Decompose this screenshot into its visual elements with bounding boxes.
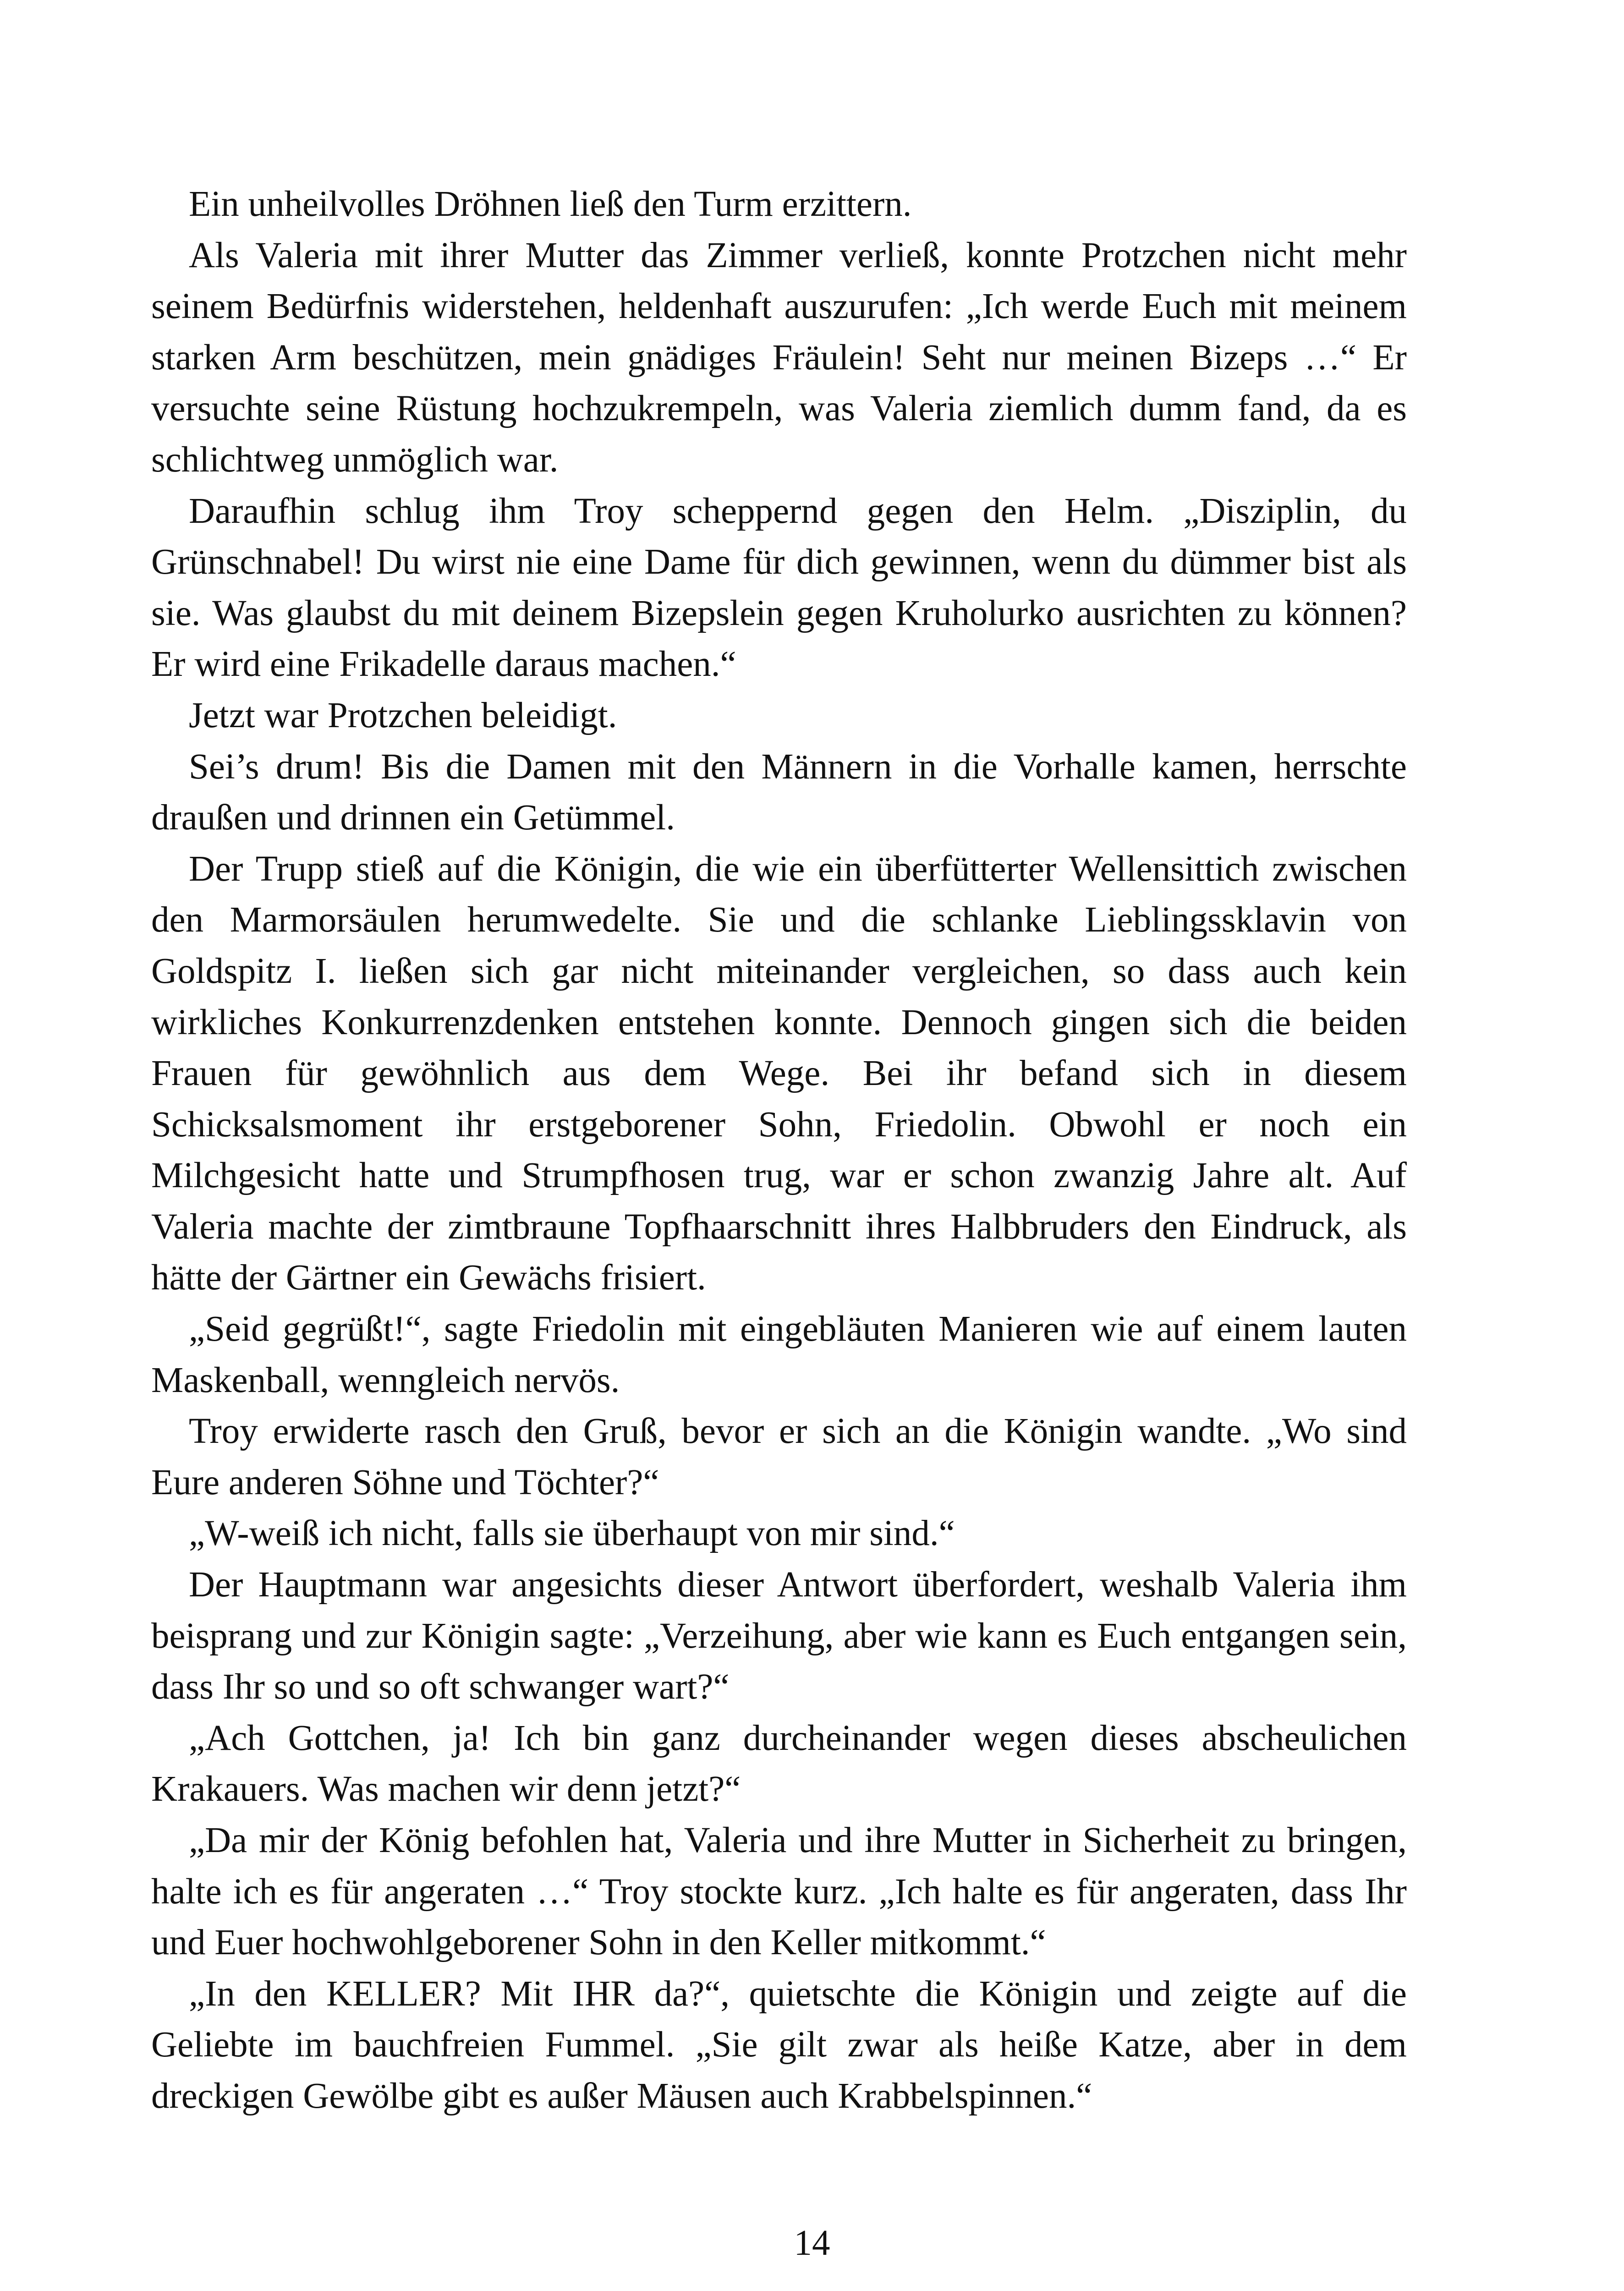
page-number: 14 — [794, 2223, 830, 2263]
paragraph: Der Trupp stieß auf die Königin, die wie ein überfütterter Wellensittich zwischen den Marmorsäulen herumwedelte. Sie und die schlanke Lieblingssklavin von Goldspitz I. ließen sich gar nicht miteinander vergleichen, so dass auch kein wirkliches Konkurrenzdenken entstehen konnte. Dennoch gingen sich die beiden Frauen für gewöhnlich aus dem Wege. Bei ihr befand sich in diesem Schicksalsmoment ihr erstgeborener Sohn, Friedolin. Obwohl er noch ein Milchgesicht hatte und Strumpfhosen trug, war er schon zwanzig Jahre alt. Auf Valeria machte der zimtbraune Topfhaarschnitt ihres Halbbruders den Eindruck, als hätte der Gärtner ein Gewächs frisiert. — [151, 849, 1407, 1298]
paragraph: „In den KELLER? Mit IHR da?“, quietschte die Königin und zeigte auf die Geliebte im bauchfreien Fummel. „Sie gilt zwar als heiße Katze, aber in dem dreckigen Gewölbe gibt es außer Mäusen auch Krabbelspinnen.“ — [151, 1973, 1407, 2116]
paragraph: Troy erwiderte rasch den Gruß, bevor er sich an die Königin wandte. „Wo sind Eure anderen Söhne und Töchter?“ — [151, 1411, 1407, 1502]
paragraph: Jetzt war Protzchen beleidigt. — [189, 695, 617, 735]
page-body — [151, 179, 1407, 2122]
paragraph: „Ach Gottchen, ja! Ich bin ganz durcheinander wegen dieses abscheulichen Krakauers. Was machen wir denn jetzt?“ — [151, 1718, 1407, 1809]
paragraph: Sei’s drum! Bis die Damen mit den Männern in die Vorhalle kamen, herrschte draußen und drinnen ein Getümmel. — [151, 746, 1407, 838]
paragraph: Ein unheilvolles Dröhnen ließ den Turm erzittern. — [189, 184, 912, 224]
paragraph: „Seid gegrüßt!“, sagte Friedolin mit eingebläuten Manieren wie auf einem lauten Maskenball, wenngleich nervös. — [151, 1309, 1407, 1400]
paragraph: „Da mir der König befohlen hat, Valeria und ihre Mutter in Sicherheit zu bringen, halte ich es für angeraten …“ Troy stockte kurz. „Ich halte es für angeraten, dass Ihr und Euer hochwohlgeborener Sohn in den Keller mitkommt.“ — [151, 1820, 1407, 1963]
paragraph: Daraufhin schlug ihm Troy scheppernd gegen den Helm. „Disziplin, du Grünschnabel! Du wirst nie eine Dame für dich gewinnen, wenn du dümmer bist als sie. Was glaubst du mit deinem Bizepslein gegen Kruholurko ausrichten zu können? Er wird eine Frikadelle daraus machen.“ — [151, 491, 1407, 685]
paragraph: Als Valeria mit ihrer Mutter das Zimmer verließ, konnte Protzchen nicht mehr seinem Bedürfnis widerstehen, heldenhaft auszurufen: „Ich werde Euch mit meinem starken Arm beschützen, mein gnädiges Fräulein! Seht nur meinen Bizeps …“ Er versuchte seine Rüstung hochzukrempeln, was Valeria ziemlich dumm fand, da es schlichtweg unmöglich war. — [151, 235, 1407, 480]
paragraph: „W-weiß ich nicht, falls sie überhaupt von mir sind.“ — [189, 1513, 955, 1554]
paragraph: Der Hauptmann war angesichts dieser Antwort überfordert, weshalb Valeria ihm beisprang und zur Königin sagte: „Verzeihung, aber wie kann es Euch entgangen sein, dass Ihr so und so oft schwanger wart?“ — [151, 1565, 1407, 1707]
